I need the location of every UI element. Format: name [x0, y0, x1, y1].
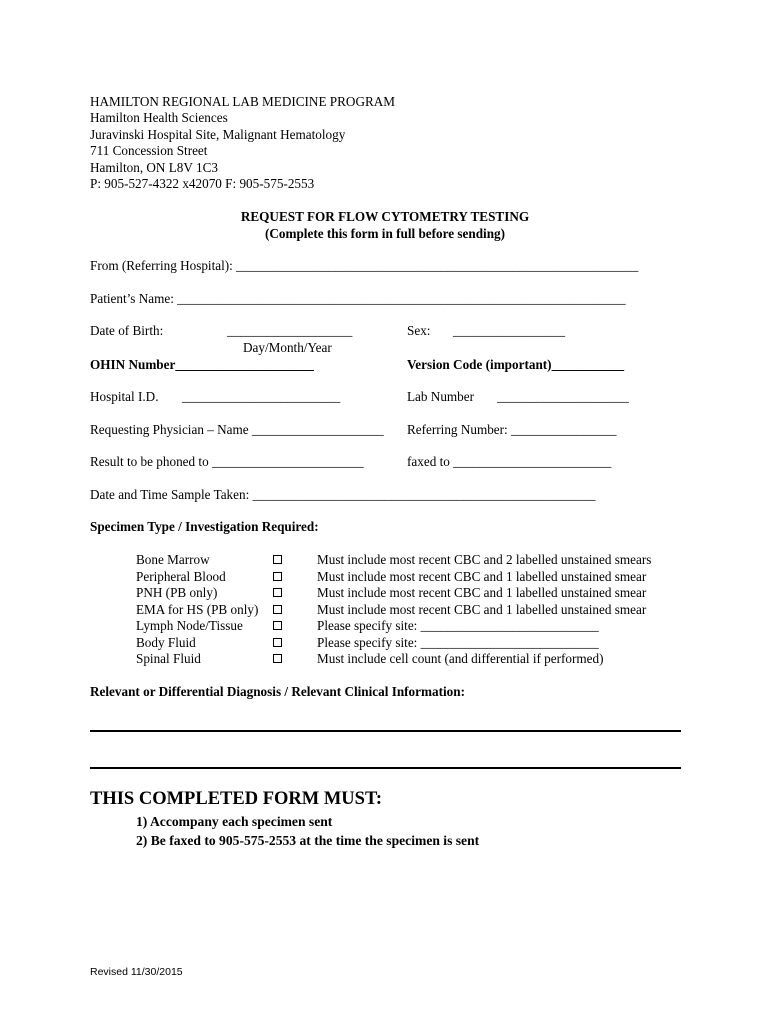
spinal-fluid-checkbox[interactable]	[273, 654, 282, 663]
referring-hospital-field[interactable]: From (Referring Hospital): _____________________________________________________________	[90, 258, 639, 273]
specimen-type: Bone Marrow	[136, 552, 210, 567]
lymph-node-checkbox[interactable]	[273, 621, 282, 630]
ema-hs-checkbox[interactable]	[273, 605, 282, 614]
specimen-note[interactable]: Please specify site: ___________________________	[317, 634, 599, 650]
pnh-checkbox[interactable]	[273, 588, 282, 597]
bone-marrow-checkbox[interactable]	[273, 555, 282, 564]
letterhead	[90, 94, 395, 192]
form-subtitle: (Complete this form in full before sending)	[264, 226, 506, 241]
result-phoned-field[interactable]: Result to be phoned to _______________________	[90, 454, 364, 469]
specimen-note: Must include most recent CBC and 2 labelled unstained smears	[317, 552, 652, 567]
diagnosis-line[interactable]	[90, 730, 681, 732]
patient-name-field[interactable]: Patient’s Name: ____________________________________________________________________	[90, 291, 626, 306]
faxed-to-field[interactable]: faxed to ________________________	[407, 454, 612, 469]
hospital-id-field[interactable]: ________________________	[182, 389, 341, 404]
specimen-type: Peripheral Blood	[136, 568, 226, 584]
specimen-type: Lymph Node/Tissue	[136, 618, 243, 633]
letterhead-line: Hamilton Health Sciences	[90, 110, 228, 126]
specimen-type: EMA for HS (PB only)	[136, 601, 259, 617]
sex-label: Sex:	[407, 323, 431, 338]
hospital-id-label: Hospital I.D.	[90, 389, 159, 404]
letterhead-line: Juravinski Hospital Site, Malignant Hematology	[90, 126, 346, 142]
specimen-note: Must include most recent CBC and 1 labelled unstained smear	[317, 585, 647, 600]
must-heading: THIS COMPLETED FORM MUST:	[90, 789, 383, 809]
letterhead-line: P: 905-527-4322 x42070 F: 905-575-2553	[90, 176, 315, 192]
specimen-type: Spinal Fluid	[136, 651, 201, 666]
ohin-number-field[interactable]: OHIN Number_____________________	[90, 357, 314, 372]
dob-format-hint: Day/Month/Year	[243, 340, 332, 355]
form-title: REQUEST FOR FLOW CYTOMETRY TESTING	[240, 209, 530, 224]
specimen-note[interactable]: Please specify site: ___________________________	[317, 618, 599, 633]
letterhead-line: Hamilton, ON L8V 1C3	[90, 159, 218, 175]
dob-field[interactable]: ___________________	[227, 323, 353, 338]
body-fluid-checkbox[interactable]	[273, 638, 282, 647]
specimen-heading: Specimen Type / Investigation Required:	[90, 519, 319, 534]
lab-number-label: Lab Number	[407, 389, 475, 404]
sex-field[interactable]: _________________	[453, 323, 566, 338]
specimen-note: Must include most recent CBC and 1 labelled unstained smear	[317, 601, 647, 617]
version-code-field[interactable]: Version Code (important)___________	[407, 357, 625, 372]
letterhead-line: 711 Concession Street	[90, 143, 208, 159]
diagnosis-line[interactable]	[90, 767, 681, 769]
peripheral-blood-checkbox[interactable]	[273, 572, 282, 581]
must-item: 2) Be faxed to 905-575-2553 at the time the specimen is sent	[136, 833, 480, 848]
specimen-note: Must include cell count (and differential if performed)	[317, 651, 604, 666]
lab-number-field[interactable]: ____________________	[497, 389, 629, 404]
specimen-type: Body Fluid	[136, 634, 196, 650]
dob-label: Date of Birth:	[90, 323, 164, 338]
diagnosis-heading: Relevant or Differential Diagnosis / Relevant Clinical Information:	[90, 684, 465, 699]
specimen-type: PNH (PB only)	[136, 585, 218, 600]
letterhead-line: HAMILTON REGIONAL LAB MEDICINE PROGRAM	[90, 94, 396, 109]
requesting-physician-field[interactable]: Requesting Physician – Name ____________________	[90, 422, 384, 437]
referring-number-field[interactable]: Referring Number: ________________	[407, 422, 617, 437]
date-time-sample-field[interactable]: Date and Time Sample Taken: ____________________________________________________	[90, 487, 596, 502]
must-item: 1) Accompany each specimen sent	[136, 814, 333, 829]
specimen-note: Must include most recent CBC and 1 labelled unstained smear	[317, 568, 647, 584]
revised-date: Revised 11/30/2015	[90, 966, 183, 978]
